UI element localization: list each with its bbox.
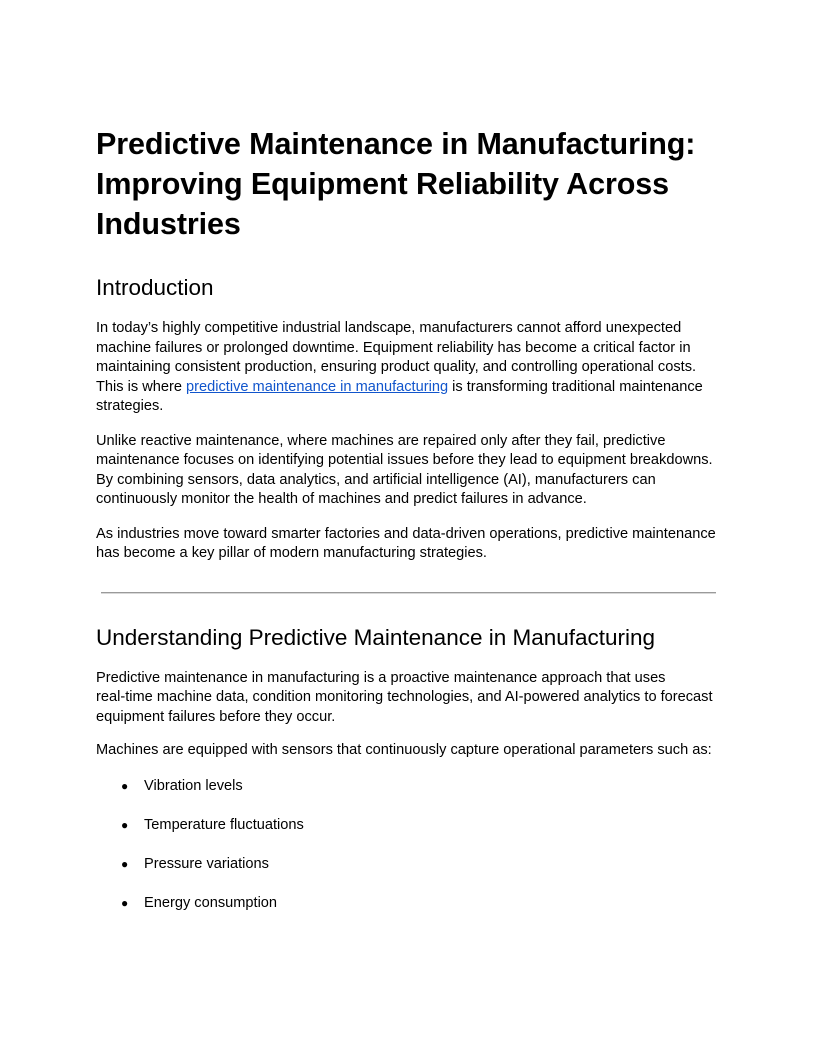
text-line: As industries move toward smarter factories and data-driven operations, predictive maintenance xyxy=(96,525,716,542)
list-item xyxy=(96,777,720,797)
text-line: maintenance focuses on identifying potential issues before they lead to equipment breakdowns. xyxy=(96,452,713,468)
predictive-maintenance-link[interactable]: predictive maintenance in manufacturing xyxy=(186,378,449,395)
text-line: Unlike reactive maintenance, where machines are repaired only after they fail, predictive xyxy=(96,432,666,449)
bullet-icon: ● xyxy=(121,895,129,910)
intro-paragraph-1 xyxy=(96,319,720,417)
list-item-text: Pressure variations xyxy=(144,855,269,872)
text-line xyxy=(96,378,720,398)
list-item-text: Temperature fluctuations xyxy=(144,816,304,833)
text-line: By combining sensors, data analytics, and artificial intelligence (AI), manufacturers can xyxy=(96,471,656,488)
text-line: real-time machine data, condition monitoring technologies, and AI-powered analytics to forecast xyxy=(96,689,713,705)
text-line: has become a key pillar of modern manufacturing strategies. xyxy=(96,545,487,561)
list-item xyxy=(96,894,720,914)
text-line: strategies. xyxy=(96,398,164,414)
bullet-icon: ● xyxy=(121,817,129,832)
text-fragment: is transforming traditional maintenance xyxy=(448,378,703,395)
text-line: equipment failures before they occur. xyxy=(96,708,336,725)
document-title xyxy=(96,124,720,244)
text-line: In today’s highly competitive industrial landscape, manufacturers cannot afford unexpected xyxy=(96,320,682,336)
document-page xyxy=(96,124,720,933)
title-line: Improving Equipment Reliability Across xyxy=(96,167,669,201)
title-line: Industries xyxy=(96,207,241,241)
list-item xyxy=(96,855,720,875)
horizontal-rule xyxy=(101,592,716,594)
list-item xyxy=(96,816,720,836)
text-fragment: This is where xyxy=(96,378,187,395)
title-line: Predictive Maintenance in Manufacturing: xyxy=(96,127,696,161)
text-line: continuously monitor the health of machines and predict failures in advance. xyxy=(96,491,587,507)
text-line: Predictive maintenance in manufacturing is a proactive maintenance approach that uses xyxy=(96,669,666,686)
text-line: maintaining consistent production, ensuring product quality, and controlling operational costs. xyxy=(96,359,697,375)
sensor-parameters-list xyxy=(96,777,720,914)
bullet-icon: ● xyxy=(121,778,129,793)
text-line: Machines are equipped with sensors that continuously capture operational parameters such as: xyxy=(96,742,712,758)
introduction-heading: Introduction xyxy=(96,275,214,300)
understanding-heading: Understanding Predictive Maintenance in Manufacturing xyxy=(96,624,656,650)
intro-paragraph-2 xyxy=(96,432,720,510)
list-item-text: Energy consumption xyxy=(144,894,278,911)
understanding-paragraph-2 xyxy=(96,741,720,761)
list-item-text: Vibration levels xyxy=(144,777,243,794)
understanding-paragraph-1 xyxy=(96,669,720,728)
intro-paragraph-3 xyxy=(96,525,720,564)
bullet-icon: ● xyxy=(121,856,129,871)
text-line: machine failures or prolonged downtime. Equipment reliability has become a critical factor in xyxy=(96,339,691,356)
